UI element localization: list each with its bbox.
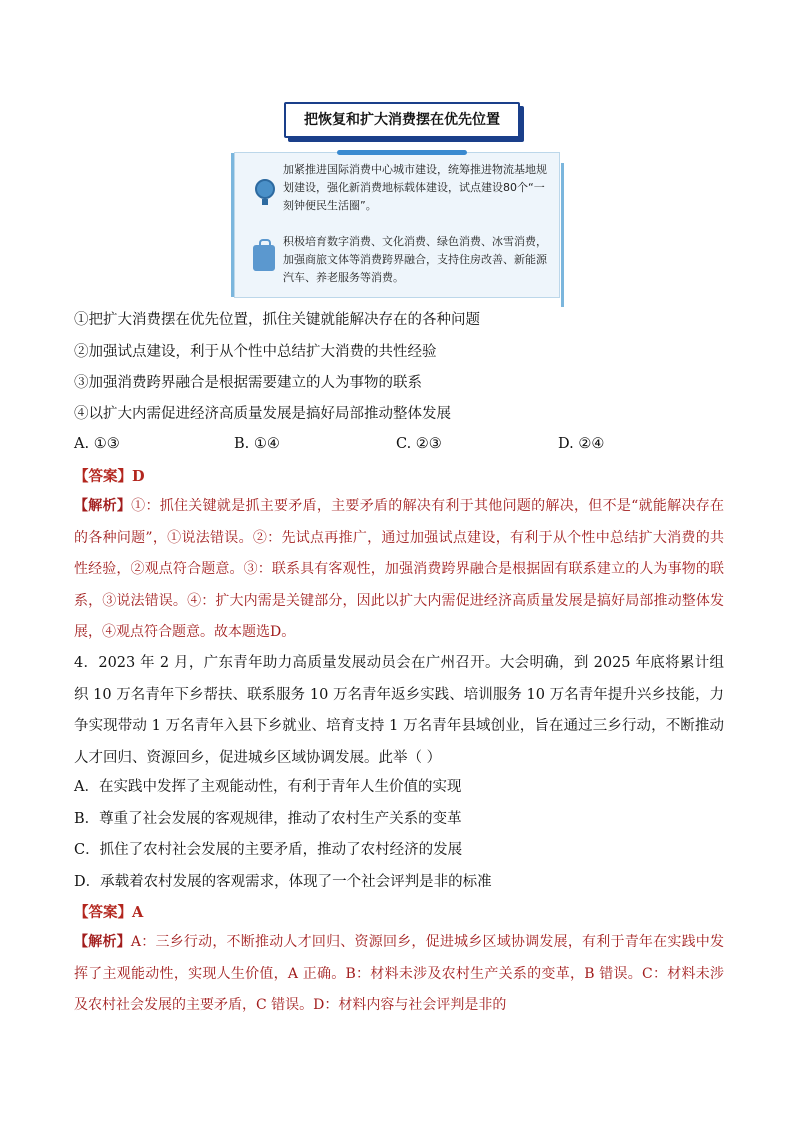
analysis-label: 【解析】	[74, 934, 131, 950]
infographic-panel	[234, 152, 560, 298]
q4-analysis	[74, 927, 724, 1022]
q4-stem: 4．2023 年 2 月，广东青年助力高质量发展动员会在广州召开。大会明确，到 2025 年底将累计组织 10 万名青年下乡帮扶、联系服务 10 万名青年返乡实践、培训服务 10 万名青年提升兴乡技能，力争实现带动 1 万名青年入县下乡就业、培育支持 1 万名青年县域创业，旨在通过三乡行动，不断推动人才回归、资源回乡，促进城乡区域协调发展。此举（ ）	[74, 655, 724, 766]
option-c: C. ②③	[396, 436, 442, 452]
q4-option-a: A．在实践中发挥了主观能动性，有利于青年人生价值的实现	[74, 779, 462, 795]
panel-top-accent	[337, 150, 467, 155]
statement-2: ②加强试点建设，利于从个性中总结扩大消费的共性经验	[74, 344, 437, 360]
infographic-banner	[284, 102, 520, 138]
infographic-item-2: 积极培育数字消费、文化消费、绿色消费、冰雪消费，加强商旅文体等消费跨界融合，支持住房改善、新能源汽车、养老服务等消费。	[283, 235, 547, 284]
statement-1: ①把扩大消费摆在优先位置，抓住关键就能解决存在的各种问题	[74, 312, 480, 328]
globe-icon	[255, 179, 275, 199]
q3-analysis	[74, 491, 724, 649]
analysis-text: A：三乡行动，不断推动人才回归、资源回乡，促进城乡区域协调发展，有利于青年在实践中发挥了主观能动性，实现人生价值，A 正确。B：材料未涉及农村生产关系的变革，B 错误。C：材料未涉及农村社会发展的主要矛盾，C 错误。D：材料内容与社会评判是非的	[74, 934, 725, 1013]
analysis-text: ①：抓住关键就是抓主要矛盾，主要矛盾的解决有利于其他问题的解决，但不是“就能解决存在的各种问题”，①说法错误。②：先试点再推广，通过加强试点建设，有利于从个性中总结扩大消费的共性经验，②观点符合题意。③：联系具有客观性，加强消费跨界融合是根据固有联系建立的人为事物的联系，③说法错误。④：扩大内需是关键部分，因此以扩大内需促进经济高质量发展是搞好局部推动整体发展，④观点符合题意。故本题选D。	[74, 498, 725, 640]
infographic-item-1: 加紧推进国际消费中心城市建设，统筹推进物流基地规划建设，强化新消费地标载体建设，试点建设80个“一刻钟便民生活圈”。	[283, 163, 547, 212]
q4-option-c: C．抓住了农村社会发展的主要矛盾，推动了农村经济的发展	[74, 842, 463, 858]
statement-3: ③加强消费跨界融合是根据需要建立的人为事物的联系	[74, 375, 422, 391]
q4-option-d: D．承载着农村发展的客观需求，体现了一个社会评判是非的标准	[74, 874, 492, 890]
shopping-bag-icon	[253, 245, 275, 271]
option-a: A. ①③	[74, 436, 120, 452]
q4-answer: 【答案】A	[74, 904, 144, 921]
q3-answer: 【答案】D	[74, 468, 145, 485]
option-b: B. ①④	[234, 436, 280, 452]
analysis-label: 【解析】	[74, 498, 132, 514]
infographic	[232, 100, 562, 300]
q3-options	[74, 436, 734, 456]
panel-right-accent	[561, 163, 564, 307]
option-d: D. ②④	[558, 436, 605, 452]
q4-option-b: B．尊重了社会发展的客观规律，推动了农村生产关系的变革	[74, 811, 462, 827]
statement-4: ④以扩大内需促进经济高质量发展是搞好局部推动整体发展	[74, 406, 451, 422]
banner-title: 把恢复和扩大消费摆在优先位置	[304, 112, 500, 128]
panel-left-accent	[231, 153, 234, 297]
